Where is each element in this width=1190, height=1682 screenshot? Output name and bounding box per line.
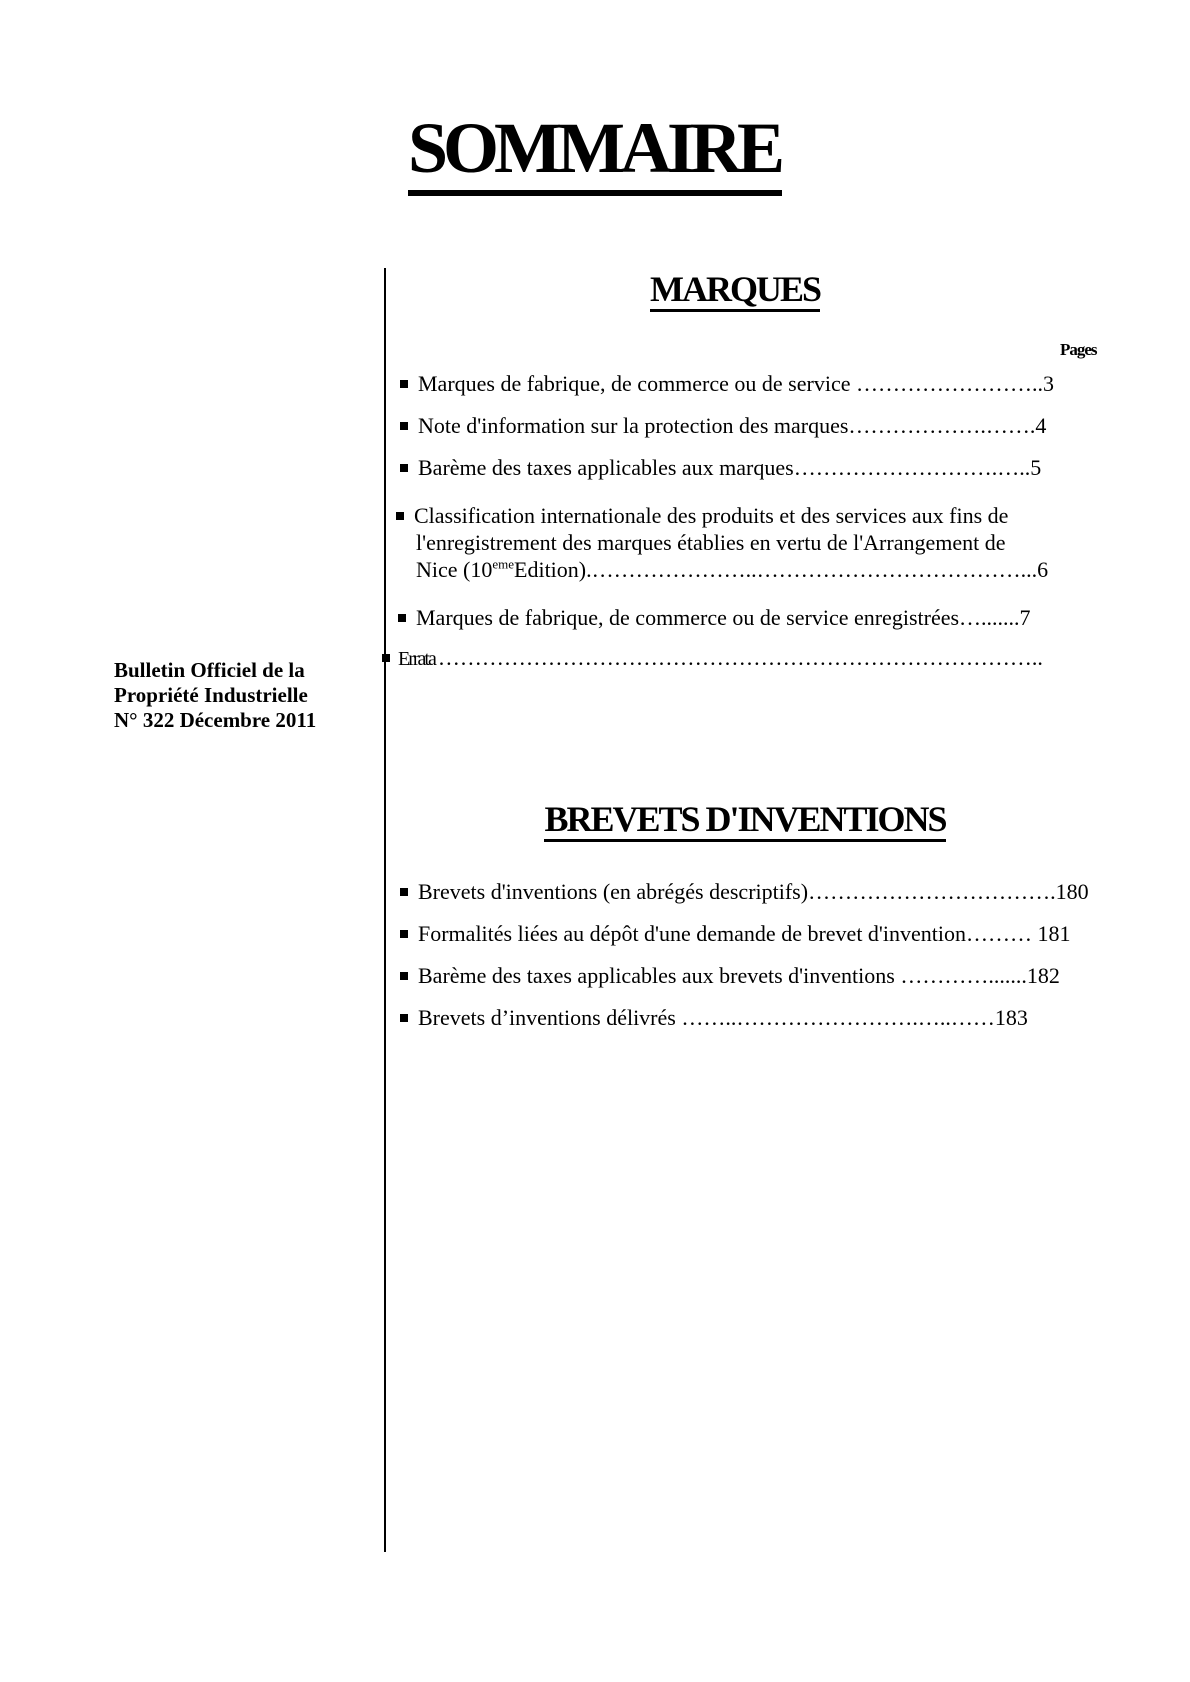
toc-leader-dots: ……… — [966, 921, 1038, 946]
toc-entry-text: Brevets d’inventions délivrés — [418, 1005, 682, 1030]
toc-entry-last-line — [396, 556, 1116, 583]
toc-entry-text: Marques de fabrique, de commerce ou de service enregistrées — [416, 605, 960, 630]
page-title: SOMMAIRE — [0, 112, 1190, 196]
pages-column-label: Pages — [1060, 340, 1097, 359]
bullet-icon — [400, 1014, 408, 1022]
bullet-icon — [396, 512, 404, 520]
toc-entry[interactable] — [400, 454, 1041, 481]
toc-entry-text: Marques de fabrique, de commerce ou de service — [418, 371, 856, 396]
toc-page-number: 181 — [1037, 921, 1071, 946]
bullet-icon — [400, 380, 408, 388]
toc-entry-text: l'enregistrement des marques établies en vertu de l'Arrangement de — [416, 530, 1006, 555]
toc-page-number: 7 — [1019, 605, 1031, 630]
bullet-icon — [400, 930, 408, 938]
toc-entry-text: Barème des taxes applicables aux brevets d'inventions — [418, 963, 901, 988]
toc-entry[interactable] — [400, 1004, 1028, 1031]
toc-entry-text: Note d'information sur la protection des marques — [418, 413, 849, 438]
toc-entry[interactable] — [400, 370, 1054, 397]
bullet-icon — [400, 464, 408, 472]
toc-leader-dots: …………....... — [900, 963, 1027, 988]
toc-leader-dots: ……..…………………….…..…… — [681, 1005, 995, 1030]
superscript: eme — [492, 556, 515, 572]
vertical-divider — [384, 268, 386, 1552]
toc-page-number: 4 — [1035, 413, 1047, 438]
toc-page-number: 6 — [1037, 557, 1049, 582]
toc-entry-text: Classification internationale des produits et des services aux fins de — [414, 503, 1009, 528]
toc-page-number: 180 — [1055, 879, 1089, 904]
bullet-icon — [398, 614, 406, 622]
section-heading-brevets: BREVETS D'INVENTIONS — [520, 798, 970, 842]
section-heading-marques: MARQUES — [600, 268, 870, 312]
bulletin-info-line: Bulletin Officiel de la — [114, 658, 305, 682]
toc-entry-text: Barème des taxes applicables aux marques — [418, 455, 794, 480]
toc-leader-dots: …………………..………………………………... — [591, 557, 1038, 582]
toc-entry[interactable] — [398, 604, 1031, 631]
toc-page-number: 5 — [1030, 455, 1042, 480]
toc-leader-dots: …………………….. — [855, 371, 1043, 396]
toc-leader-dots: ……………………………………………………………………….. — [437, 645, 1043, 670]
toc-entry-text: Errata — [398, 648, 438, 670]
toc-entry-text: Brevets d'inventions (en abrégés descriptifs) — [418, 879, 809, 904]
bulletin-info — [114, 658, 364, 733]
toc-entry[interactable] — [396, 502, 1116, 583]
bulletin-info-line: Propriété Industrielle — [114, 683, 308, 707]
toc-page-number: 3 — [1042, 371, 1054, 396]
bullet-icon — [382, 654, 390, 662]
bullet-icon — [400, 888, 408, 896]
toc-entry-text: Nice (10 — [416, 557, 493, 582]
toc-entry[interactable] — [400, 962, 1060, 989]
toc-leader-dots: …....... — [959, 605, 1020, 630]
toc-leader-dots: ……………………………. — [808, 879, 1056, 904]
toc-entry[interactable] — [400, 920, 1071, 947]
toc-entry-text: Edition). — [514, 557, 592, 582]
toc-leader-dots: ……………….……. — [848, 413, 1036, 438]
bullet-icon — [400, 972, 408, 980]
toc-entry-text: Formalités liées au dépôt d'une demande de brevet d'invention — [418, 921, 966, 946]
toc-page-number: 183 — [994, 1005, 1028, 1030]
bullet-icon — [400, 422, 408, 430]
toc-page-number: 182 — [1026, 963, 1060, 988]
toc-entry[interactable] — [400, 412, 1046, 439]
toc-entry-errata[interactable] — [382, 644, 1043, 673]
toc-leader-dots: ……………………….….. — [793, 455, 1031, 480]
bulletin-info-line: N° 322 Décembre 2011 — [114, 708, 317, 732]
toc-entry[interactable] — [400, 878, 1089, 905]
